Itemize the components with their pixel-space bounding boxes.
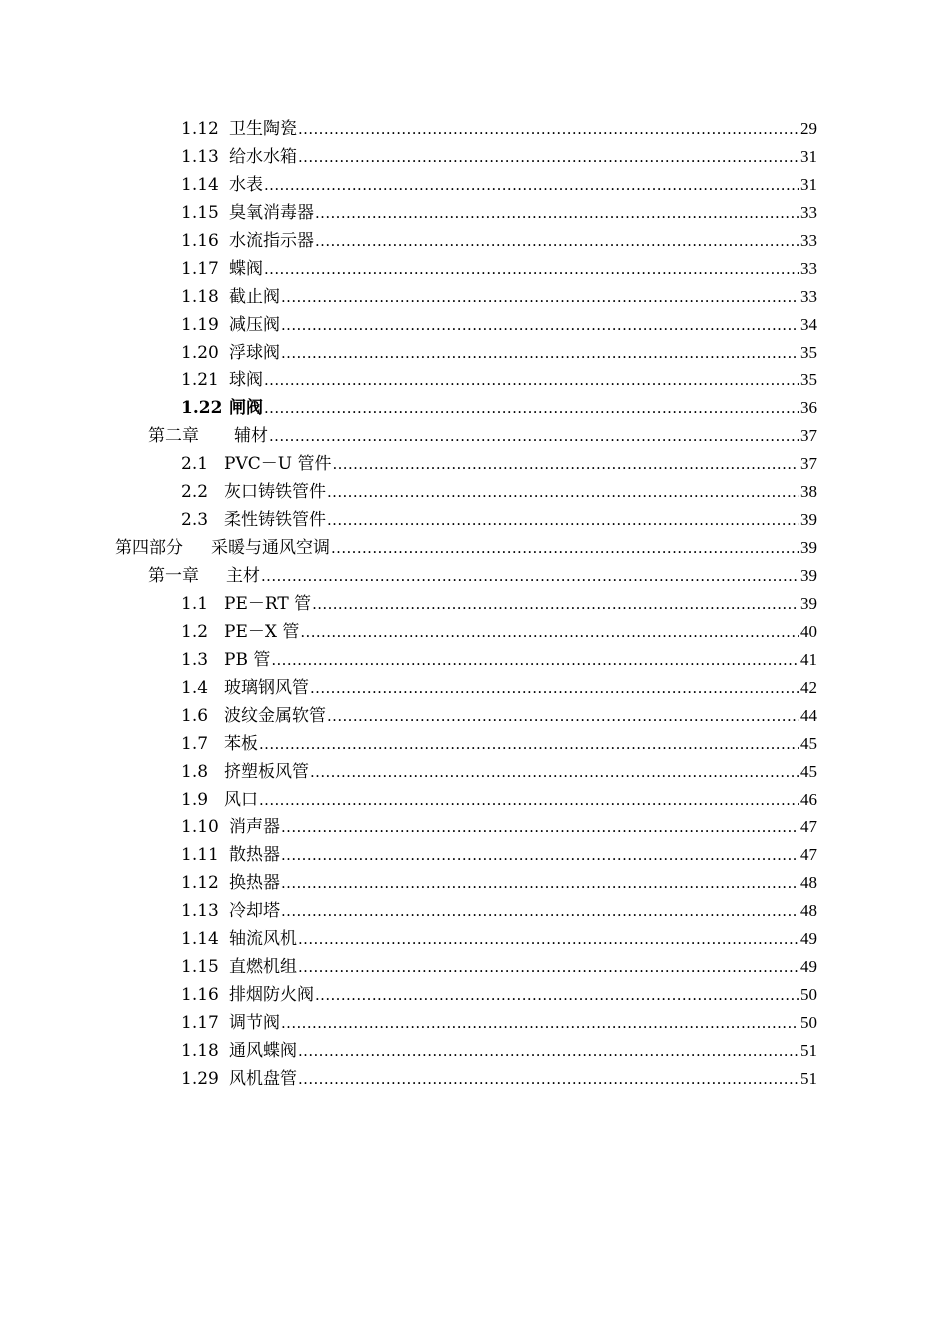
toc-entry-title: 挤塑板风管: [224, 761, 309, 782]
toc-entry-number: 第二章: [148, 426, 199, 447]
toc-dot-leader: [281, 312, 799, 340]
toc-entry[interactable]: [0, 953, 950, 981]
toc-entry[interactable]: [0, 786, 950, 814]
toc-entry-page-number: 33: [800, 230, 817, 250]
toc-dot-leader: [310, 759, 799, 787]
toc-dot-leader: [315, 982, 799, 1010]
toc-entry-page-number: 40: [800, 621, 817, 641]
toc-entry-number: 1.14: [181, 929, 219, 950]
toc-entry-number: 2.2: [181, 482, 209, 503]
toc-entry[interactable]: [0, 562, 950, 590]
toc-entry-title: 柔性铸铁管件: [224, 510, 326, 531]
toc-entry-number: 1.4: [181, 677, 209, 698]
toc-dot-leader: [298, 1038, 799, 1066]
toc-dot-leader: [264, 367, 799, 395]
toc-entry-title: 换热器: [229, 873, 280, 894]
toc-entry-page-number: 31: [800, 174, 817, 194]
toc-entry-number: 1.15: [181, 202, 219, 223]
toc-entry-number: 1.18: [181, 1040, 219, 1061]
toc-dot-leader: [264, 172, 799, 200]
toc-entry-title: PB 管: [224, 649, 271, 670]
toc-entry-page-number: 37: [800, 454, 817, 474]
toc-entry-number: 1.11: [181, 845, 219, 866]
table-of-contents: [0, 115, 950, 1093]
toc-entry[interactable]: [0, 869, 950, 897]
toc-entry-page-number: 34: [800, 314, 817, 334]
toc-dot-leader: [271, 647, 799, 675]
toc-entry[interactable]: [0, 394, 950, 422]
toc-entry-title: 截止阀: [229, 286, 280, 307]
toc-entry[interactable]: [0, 366, 950, 394]
toc-entry-page-number: 44: [800, 705, 817, 725]
toc-entry-title: 主材: [226, 566, 260, 586]
toc-entry-page-number: 38: [800, 482, 817, 502]
toc-entry-title: 波纹金属软管: [224, 705, 326, 726]
toc-entry-page-number: 51: [800, 1068, 817, 1088]
toc-entry-number: 1.12: [181, 873, 219, 894]
toc-entry[interactable]: [0, 115, 950, 143]
toc-entry-title: 直燃机组: [229, 957, 297, 978]
toc-entry-page-number: 35: [800, 370, 817, 390]
toc-entry-page-number: 29: [800, 119, 817, 138]
toc-entry-title: 散热器: [229, 845, 280, 866]
toc-entry-page-number: 33: [800, 286, 817, 306]
toc-entry-number: 1.9: [181, 789, 209, 810]
toc-entry[interactable]: [0, 841, 950, 869]
toc-entry[interactable]: [0, 1037, 950, 1065]
toc-dot-leader: [298, 144, 799, 172]
toc-dot-leader: [264, 256, 799, 284]
toc-entry-number: 1.20: [181, 342, 219, 363]
toc-entry-page-number: 49: [800, 957, 817, 977]
toc-entry-number: 1.1: [181, 593, 209, 614]
toc-entry-title: 减压阀: [229, 314, 280, 335]
toc-entry[interactable]: [0, 450, 950, 478]
toc-entry-number: 1.22: [181, 398, 223, 419]
toc-dot-leader: [327, 507, 799, 535]
toc-dot-leader: [298, 954, 799, 982]
toc-entry-page-number: 50: [800, 985, 817, 1005]
toc-entry-title: 排烟防火阀: [229, 985, 314, 1006]
toc-entry-number: 1.21: [181, 370, 219, 391]
toc-entry-page-number: 31: [800, 146, 817, 166]
toc-entry-title: 卫生陶瓷: [229, 119, 297, 139]
toc-entry-page-number: 46: [800, 789, 817, 809]
toc-entry-number: 2.1: [181, 454, 209, 475]
toc-entry-number: 1.2: [181, 621, 209, 642]
toc-entry-title: 调节阀: [229, 1013, 280, 1033]
toc-entry-title: 灰口铸铁管件: [224, 482, 326, 503]
toc-dot-leader: [259, 731, 799, 759]
toc-entry[interactable]: [0, 674, 950, 702]
toc-entry-title: 苯板: [224, 733, 258, 754]
toc-entry-number: 1.6: [181, 705, 209, 726]
toc-entry[interactable]: [0, 534, 950, 562]
toc-entry-title: 风口: [224, 789, 258, 810]
toc-entry-number: 1.13: [181, 146, 219, 167]
toc-entry[interactable]: [0, 283, 950, 311]
toc-dot-leader: [331, 535, 799, 563]
toc-entry-number: 1.10: [181, 817, 219, 838]
toc-entry-number: 2.3: [181, 510, 209, 531]
toc-dot-leader: [281, 284, 799, 312]
toc-entry[interactable]: [0, 506, 950, 534]
toc-dot-leader: [298, 116, 799, 144]
toc-entry-number: 1.29: [181, 1068, 219, 1089]
toc-entry-title: 采暖与通风空调: [211, 538, 330, 559]
toc-entry-title: PE－X 管: [224, 621, 300, 642]
toc-dot-leader: [312, 591, 799, 619]
toc-entry-number: 1.19: [181, 314, 219, 335]
toc-entry-title: 浮球阀: [229, 342, 280, 363]
toc-entry-number: 1.7: [181, 733, 209, 754]
toc-entry-number: 第一章: [148, 566, 199, 586]
toc-entry-page-number: 39: [800, 566, 817, 585]
toc-dot-leader: [332, 451, 799, 479]
toc-entry-page-number: 33: [800, 202, 817, 222]
toc-entry[interactable]: [0, 590, 950, 618]
toc-entry-title: 水流指示器: [229, 230, 314, 251]
toc-entry-number: 1.15: [181, 957, 219, 978]
toc-entry[interactable]: [0, 422, 950, 450]
toc-entry-page-number: 45: [800, 733, 817, 753]
toc-entry-number: 1.17: [181, 1013, 219, 1033]
toc-entry[interactable]: [0, 925, 950, 953]
toc-entry-page-number: 33: [800, 258, 817, 278]
toc-dot-leader: [264, 395, 799, 423]
toc-dot-leader: [327, 703, 799, 731]
toc-entry-title: 冷却塔: [229, 901, 280, 922]
toc-entry[interactable]: [0, 143, 950, 171]
toc-entry-number: 1.18: [181, 286, 219, 307]
toc-entry[interactable]: [0, 730, 950, 758]
toc-dot-leader: [327, 479, 799, 507]
toc-dot-leader: [315, 200, 799, 228]
toc-dot-leader: [281, 842, 799, 870]
toc-entry-title: 球阀: [229, 370, 263, 391]
toc-dot-leader: [298, 1066, 799, 1094]
toc-entry[interactable]: [0, 171, 950, 199]
toc-entry-title: 闸阀: [229, 398, 263, 419]
toc-entry[interactable]: [0, 478, 950, 506]
toc-entry-number: 1.3: [181, 649, 209, 670]
toc-entry[interactable]: [0, 646, 950, 674]
toc-entry-page-number: 48: [800, 901, 817, 921]
toc-entry[interactable]: [0, 199, 950, 227]
toc-dot-leader: [281, 814, 799, 842]
toc-entry[interactable]: [0, 339, 950, 367]
toc-entry-title: 水表: [229, 174, 263, 195]
toc-entry-page-number: 39: [800, 510, 817, 530]
toc-entry-page-number: 39: [800, 593, 817, 613]
toc-entry[interactable]: [0, 1009, 950, 1037]
toc-dot-leader: [298, 926, 799, 954]
toc-dot-leader: [310, 675, 799, 703]
toc-entry-page-number: 48: [800, 873, 817, 893]
toc-entry[interactable]: [0, 702, 950, 730]
toc-entry-page-number: 51: [800, 1040, 817, 1060]
toc-dot-leader: [300, 619, 799, 647]
toc-entry-title: 蝶阀: [229, 258, 263, 279]
toc-entry-number: 1.12: [181, 119, 219, 139]
toc-entry-page-number: 47: [800, 817, 817, 837]
toc-entry-title: 消声器: [229, 817, 280, 838]
toc-entry[interactable]: [0, 227, 950, 255]
toc-entry[interactable]: [0, 1065, 950, 1093]
toc-entry[interactable]: [0, 255, 950, 283]
toc-entry-number: 1.8: [181, 761, 209, 782]
toc-entry-title: 玻璃钢风管: [224, 677, 309, 698]
toc-dot-leader: [281, 870, 799, 898]
toc-entry-page-number: 49: [800, 929, 817, 949]
toc-entry-title: 辅材: [234, 426, 268, 447]
toc-entry-number: 1.16: [181, 985, 219, 1006]
toc-entry-page-number: 39: [800, 538, 817, 558]
toc-entry-page-number: 50: [800, 1013, 817, 1032]
toc-entry-title: 风机盘管: [229, 1068, 297, 1089]
toc-dot-leader: [281, 340, 799, 368]
toc-entry[interactable]: [0, 311, 950, 339]
toc-entry[interactable]: [0, 618, 950, 646]
toc-entry-title: 通风蝶阀: [229, 1040, 297, 1061]
toc-entry-number: 1.17: [181, 258, 219, 279]
toc-entry-title: PE－RT 管: [224, 593, 312, 614]
toc-entry-number: 1.13: [181, 901, 219, 922]
toc-dot-leader: [281, 1010, 799, 1038]
toc-entry-page-number: 47: [800, 845, 817, 865]
toc-entry-page-number: 42: [800, 677, 817, 697]
toc-entry-page-number: 36: [800, 398, 817, 418]
toc-entry-page-number: 41: [800, 649, 817, 669]
toc-entry-page-number: 35: [800, 342, 817, 362]
toc-entry[interactable]: [0, 813, 950, 841]
toc-entry-number: 第四部分: [115, 538, 183, 559]
toc-dot-leader: [261, 563, 799, 591]
toc-entry-title: 轴流风机: [229, 929, 297, 950]
toc-entry[interactable]: [0, 758, 950, 786]
toc-dot-leader: [315, 228, 799, 256]
toc-entry-page-number: 37: [800, 426, 817, 446]
toc-entry[interactable]: [0, 897, 950, 925]
toc-entry-page-number: 45: [800, 761, 817, 781]
toc-dot-leader: [259, 787, 799, 815]
toc-entry-number: 1.16: [181, 230, 219, 251]
toc-entry-title: PVC－U 管件: [224, 454, 332, 475]
toc-entry-title: 臭氧消毒器: [229, 202, 314, 223]
toc-entry-number: 1.14: [181, 174, 219, 195]
toc-entry-title: 给水水箱: [229, 146, 297, 167]
toc-dot-leader: [269, 423, 799, 451]
toc-entry[interactable]: [0, 981, 950, 1009]
toc-dot-leader: [281, 898, 799, 926]
